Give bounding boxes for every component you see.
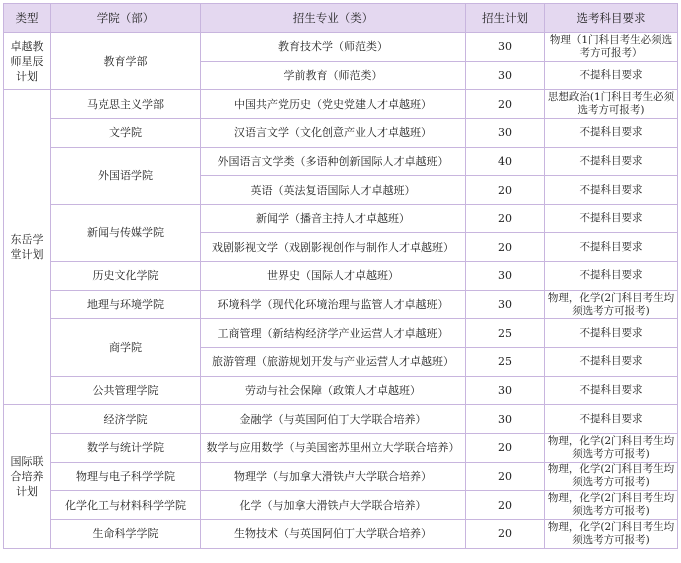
header-plan: 招生计划	[466, 4, 545, 33]
plan-cell: 20	[466, 204, 545, 233]
dept-cell: 公共管理学院	[51, 376, 201, 405]
header-req: 选考科目要求	[545, 4, 678, 33]
plan-cell: 30	[466, 290, 545, 319]
major-cell: 学前教育（师范类）	[201, 61, 466, 90]
major-cell: 戏剧影视文学（戏剧影视创作与制作人才卓越班）	[201, 233, 466, 262]
table-row	[4, 118, 678, 147]
major-cell: 环境科学（现代化环境治理与监管人才卓越班）	[201, 290, 466, 319]
plan-cell: 40	[466, 147, 545, 176]
group-cell: 东岳学堂计划	[4, 90, 51, 405]
req-cell: 不提科目要求	[545, 176, 678, 205]
table-row	[4, 519, 678, 548]
table-row	[4, 462, 678, 491]
header-row	[4, 4, 678, 33]
plan-cell: 20	[466, 90, 545, 119]
req-cell: 物理，化学(2门科目考生均须选考方可报考)	[545, 519, 678, 548]
header-dept: 学院（部）	[51, 4, 201, 33]
group-cell: 国际联合培养计划	[4, 405, 51, 548]
table-row	[4, 405, 678, 434]
dept-cell: 地理与环境学院	[51, 290, 201, 319]
major-cell: 新闻学（播音主持人才卓越班）	[201, 204, 466, 233]
plan-cell: 30	[466, 61, 545, 90]
major-cell: 中国共产党历史（党史党建人才卓越班）	[201, 90, 466, 119]
major-cell: 汉语言文学（文化创意产业人才卓越班）	[201, 118, 466, 147]
table-row	[4, 491, 678, 520]
major-cell: 金融学（与英国阿伯丁大学联合培养）	[201, 405, 466, 434]
dept-cell: 生命科学学院	[51, 519, 201, 548]
plan-cell: 30	[466, 262, 545, 291]
plan-cell: 20	[466, 176, 545, 205]
req-cell: 物理，化学(2门科目考生均须选考方可报考)	[545, 462, 678, 491]
dept-cell: 历史文化学院	[51, 262, 201, 291]
major-cell: 化学（与加拿大滑铁卢大学联合培养）	[201, 491, 466, 520]
req-cell: 不提科目要求	[545, 348, 678, 377]
req-cell: 不提科目要求	[545, 262, 678, 291]
table-row	[4, 262, 678, 291]
req-cell: 不提科目要求	[545, 233, 678, 262]
dept-cell: 外国语学院	[51, 147, 201, 204]
major-cell: 物理学（与加拿大滑铁卢大学联合培养）	[201, 462, 466, 491]
dept-cell: 马克思主义学部	[51, 90, 201, 119]
dept-cell: 教育学部	[51, 33, 201, 90]
plan-cell: 20	[466, 433, 545, 462]
group-cell: 卓越教师星辰计划	[4, 33, 51, 90]
major-cell: 旅游管理（旅游规划开发与产业运营人才卓越班）	[201, 348, 466, 377]
plan-cell: 30	[466, 33, 545, 62]
table-row	[4, 204, 678, 233]
table-row	[4, 147, 678, 176]
plan-cell: 20	[466, 233, 545, 262]
req-cell: 不提科目要求	[545, 376, 678, 405]
table-row	[4, 319, 678, 348]
plan-cell: 25	[466, 319, 545, 348]
plan-cell: 20	[466, 462, 545, 491]
req-cell: 不提科目要求	[545, 405, 678, 434]
header-type: 类型	[4, 4, 51, 33]
table-row	[4, 376, 678, 405]
header-major: 招生专业（类）	[201, 4, 466, 33]
major-cell: 世界史（国际人才卓越班）	[201, 262, 466, 291]
req-cell: 物理，化学(2门科目考生均须选考方可报考)	[545, 491, 678, 520]
dept-cell: 文学院	[51, 118, 201, 147]
dept-cell: 化学化工与材料科学学院	[51, 491, 201, 520]
plan-cell: 20	[466, 519, 545, 548]
req-cell: 物理，化学(2门科目考生均须选考方可报考)	[545, 433, 678, 462]
major-cell: 工商管理（新结构经济学产业运营人才卓越班）	[201, 319, 466, 348]
admission-table	[3, 3, 678, 549]
req-cell: 思想政治(1门科目考生必须选考方可报考)	[545, 90, 678, 119]
major-cell: 劳动与社会保障（政策人才卓越班）	[201, 376, 466, 405]
table-row	[4, 90, 678, 119]
major-cell: 数学与应用数学（与美国密苏里州立大学联合培养）	[201, 433, 466, 462]
req-cell: 不提科目要求	[545, 204, 678, 233]
table-row	[4, 433, 678, 462]
plan-cell: 25	[466, 348, 545, 377]
req-cell: 不提科目要求	[545, 147, 678, 176]
table-row	[4, 33, 678, 62]
major-cell: 英语（英法复语国际人才卓越班）	[201, 176, 466, 205]
req-cell: 不提科目要求	[545, 61, 678, 90]
dept-cell: 经济学院	[51, 405, 201, 434]
plan-cell: 30	[466, 405, 545, 434]
req-cell: 不提科目要求	[545, 118, 678, 147]
plan-cell: 30	[466, 376, 545, 405]
req-cell: 不提科目要求	[545, 319, 678, 348]
major-cell: 生物技术（与英国阿伯丁大学联合培养）	[201, 519, 466, 548]
major-cell: 教育技术学（师范类）	[201, 33, 466, 62]
major-cell: 外国语言文学类（多语种创新国际人才卓越班）	[201, 147, 466, 176]
dept-cell: 新闻与传媒学院	[51, 204, 201, 261]
dept-cell: 数学与统计学院	[51, 433, 201, 462]
req-cell: 物理（1门科目考生必须选考方可报考）	[545, 33, 678, 62]
req-cell: 物理，化学(2门科目考生均须选考方可报考)	[545, 290, 678, 319]
dept-cell: 物理与电子科学学院	[51, 462, 201, 491]
dept-cell: 商学院	[51, 319, 201, 376]
table-row	[4, 290, 678, 319]
plan-cell: 20	[466, 491, 545, 520]
plan-cell: 30	[466, 118, 545, 147]
